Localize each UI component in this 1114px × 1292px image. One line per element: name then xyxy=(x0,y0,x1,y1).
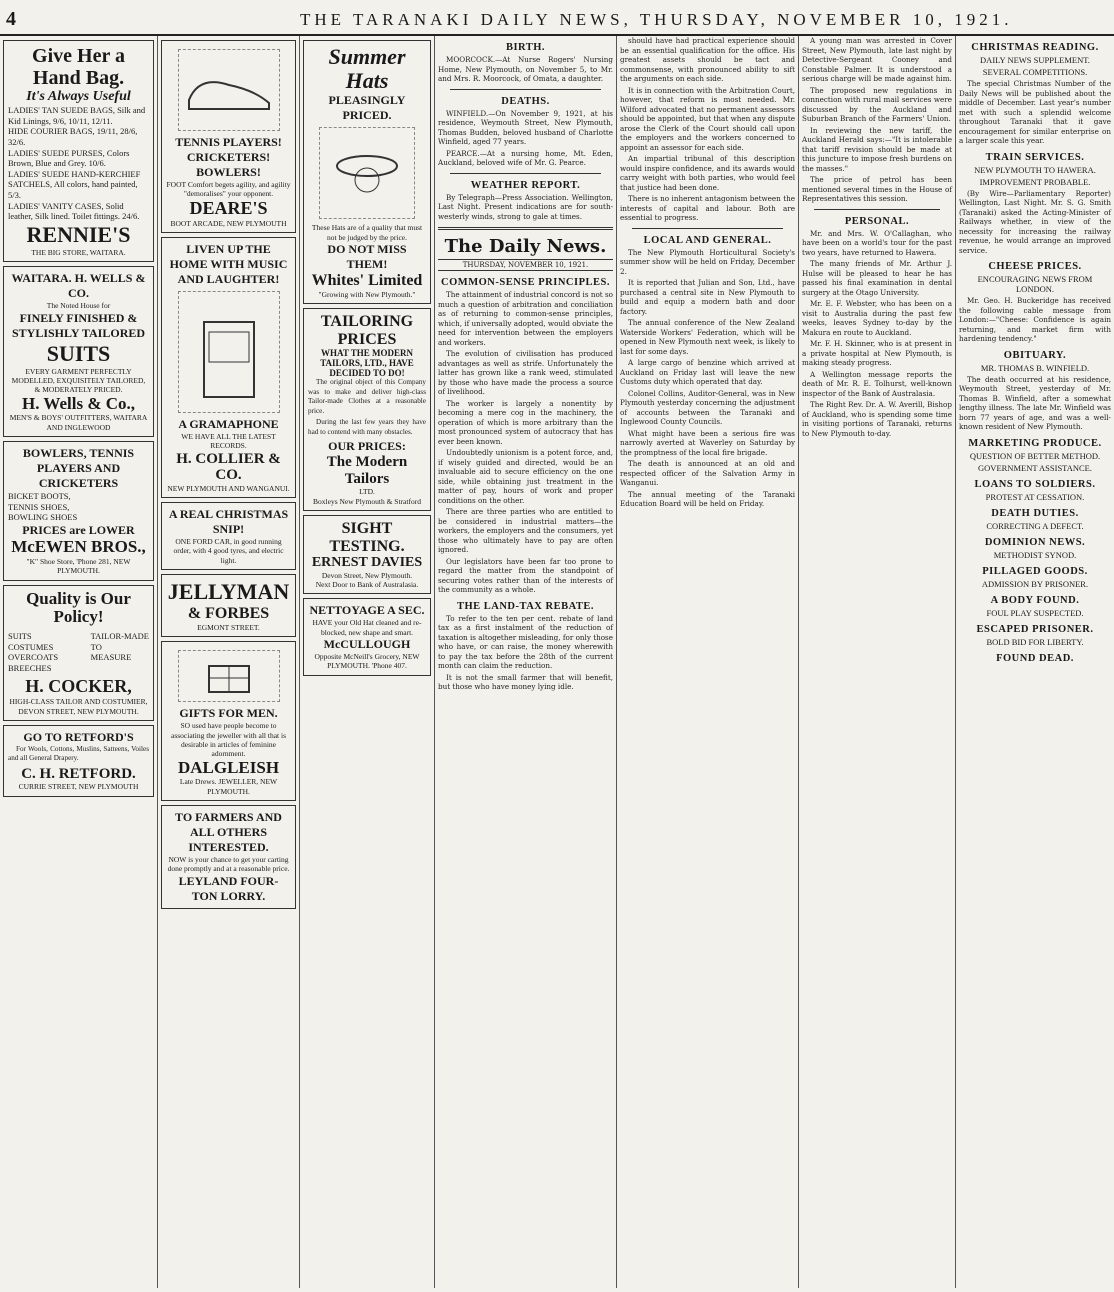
ad-line: PRICES are LOWER xyxy=(22,523,135,538)
section-subheading: FOUL PLAY SUSPECTED. xyxy=(986,607,1084,618)
section-heading: CHEESE PRICES. xyxy=(988,261,1082,272)
sight-ad xyxy=(303,515,431,594)
ad-heading: A REAL CHRISTMAS SNIP! xyxy=(168,507,289,537)
ad-heading: BOWLERS, TENNIS PLAYERS AND CRICKETERS xyxy=(22,446,135,491)
section-heading: CHRISTMAS READING. xyxy=(971,42,1099,53)
column-far-right: CHRISTMAS READING. DAILY NEWS SUPPLEMENT. SEVERAL COMPETITIONS. The special Christmas Number of the Daily News will be published about the middle of December. Last year's number met with such a splendid welcome throughout Taranaki that it gave encouragement for similar enterprise on a larger scale this year. TRAIN SERVICES. NEW PLYMOUTH TO HAWERA. IMPROVEMENT PROBABLE. (By Wire—Parliamentary Reporter) Wellington, Last Night. Mr. S. G. Smith (Taranaki) asked the Acting-Minister of Railways whether, in view of the necessity for increasing the railway revenue, he would arrange an improved service. CHEESE PRICES. ENCOURAGING NEWS FROM LONDON. Mr. Geo. H. Buckeridge has received the following cable message from London:—"Cheese: Confidence is again returning, and market firm with hardening tendency." OBITUARY. MR. THOMAS B. WINFIELD. The death occurred at his residence, Weymouth Street, yesterday of Mr. Thomas B. Winfield, after a somewhat lengthy illness. The late Mr. Winfield was born 77 years of age, and was a well-known resident of New Plymouth. MARKETING PRODUCE. QUESTION OF BETTER METHOD. GOVERNMENT ASSISTANCE. LOANS TO SOLDIERS. PROTEST AT CESSATION. DEATH DUTIES. CORRECTING A DEFECT. DOMINION NEWS. METHODIST SYNOD. PILLAGED GOODS. ADMISSION BY PRISONER. A BODY FOUND. FOUL PLAY SUSPECTED. ESCAPED PRISONER. BOLD BID FOR LIBERTY. FOUND DEAD. xyxy=(959,42,1111,664)
section-subheading: QUESTION OF BETTER METHOD. xyxy=(969,450,1101,461)
ad-tagline: It's Always Useful xyxy=(26,89,131,104)
newspaper-title: THE TARANAKI DAILY NEWS, THURSDAY, NOVEMBER 10, 1921. xyxy=(300,10,1013,29)
ad-line: TENNIS PLAYERS! xyxy=(175,135,282,149)
ad-title: Summer xyxy=(328,44,406,69)
section-subheading: PROTEST AT CESSATION. xyxy=(985,491,1085,502)
section-heading: ESCAPED PRISONER. xyxy=(976,623,1094,635)
ad-line: CRICKETERS! xyxy=(186,150,271,164)
ad-heading: NETTOYAGE A SEC. xyxy=(309,603,425,618)
ad-store-address: "K" Shoe Store, 'Phone 281, NEW PLYMOUTH. xyxy=(26,556,131,576)
section-heading: PERSONAL. xyxy=(844,215,910,227)
ad-line: TO xyxy=(90,641,102,652)
ad-line: BICKET BOOTS, xyxy=(8,491,71,502)
ad-heading: WAITARA. H. WELLS & CO. xyxy=(11,271,146,301)
tailoring-ad: TAILORING PRICES WHAT THE MODERN TAILORS, LTD., HAVE DECIDED TO DO! The original object of this Company was to make and deliver high-class Tailor-made Clothes at a reasonable price. During the last few years they have had to contend with many obstacles. OUR PRICES: The Modern Tailors LTD. Boxleys New Plymouth & Stratford xyxy=(303,308,431,511)
ad-store-name: RENNIE'S xyxy=(26,221,131,247)
deare-ad xyxy=(161,40,296,233)
column-news: should have had practical experience should be an essential qualification for the office. His greatest assets should be tact and commonsense, with pronounced ability to sift the arguments on each side. It is in connection with the Arbitration Court, however, that reform is most needed. Mr. Wilford advocated that no permanent assessors should be appointed, but that when any dispute arose the Clerk of the Court should call upon the employers and the workers concerned to appoint an assessor for each side. An impartial tribunal of this description would inspire confidence, and its awards would carry weight with both parties, who would feel that justice had been done. There is no inherent antagonism between the interests of capital and labour. Both are essential to progress. LOCAL AND GENERAL. The New Plymouth Horticultural Society's summer show will be held on Friday, December 2. It is reported that Julian and Son, Ltd., have purchased a central site in New Plymouth to build and equip a modern bath and door factory. The annual conference of the New Zealand Waterside Workers' Federation, which will be opened in New Plymouth next week, is likely to last for some days. A large cargo of benzine which arrived at Auckland on Friday last will leave the new Customs duty which operated that day. Colonel Collins, Auditor-General, was in New Plymouth yesterday concerning the adjustment of accounts between the Taranaki and Inglewood County Councils. What might have been a serious fire was narrowly averted at Waverley on Saturday by the promptness of the local fire brigade. The death is announced at an old and respected officer of the Salvation Army in Wanganui. The annual meeting of the Taranaki Education Board will be held on Friday. xyxy=(617,36,799,1288)
ad-line: MEASURE xyxy=(90,652,132,663)
section-subheading: ADMISSION BY PRISONER. xyxy=(981,578,1089,589)
ad-store-name: McEWEN BROS., xyxy=(11,537,146,557)
ad-line: SUITS xyxy=(8,630,32,641)
ad-motto: "Growing with New Plymouth." xyxy=(318,289,416,299)
ad-line: LADIES' TAN SUEDE BAGS, Silk and Kid Linings, 9/6, 10/11, 12/11. xyxy=(8,105,146,126)
ad-title: Hand Bag. xyxy=(32,67,125,89)
retford-ad: GO TO RETFORD'S For Wools, Cottons, Muslins, Satteens, Voiles and all General Drapery. C. H. RETFORD. CURRIE STREET, NEW PLYMOUTH xyxy=(3,725,154,797)
handbag-ad xyxy=(3,40,154,262)
ad-store-address: Opposite McNeill's Grocery, NEW PLYMOUTH. 'Phone 407. xyxy=(314,652,420,671)
section-subheading: GOVERNMENT ASSISTANCE. xyxy=(978,462,1092,473)
ad-store-name: JELLYMAN xyxy=(167,579,290,605)
ad-line: BOWLING SHOES xyxy=(8,512,78,523)
ad-body: HAVE your Old Hat cleaned and re-blocked, new shape and smart. xyxy=(312,618,422,637)
ad-store-name: & FORBES xyxy=(187,605,270,623)
snip-ad xyxy=(161,502,296,570)
ad-line: The Noted House for xyxy=(46,301,111,311)
ad-store-name: ERNEST DAVIES xyxy=(311,555,423,571)
ad-store-name: C. H. RETFORD. xyxy=(21,765,136,782)
section-subheading: SEVERAL COMPETITIONS. xyxy=(982,67,1088,77)
section-heading: A BODY FOUND. xyxy=(990,594,1080,606)
ad-heading: GIFTS FOR MEN. xyxy=(179,706,278,721)
ad-store-address: MEN'S & BOYS' OUTFITTERS, WAITARA AND INGLEWOOD xyxy=(9,413,148,432)
ad-store-name: H. COLLIER & CO. xyxy=(176,450,281,484)
gramophone-icon xyxy=(178,291,280,413)
cocker-ad xyxy=(3,585,154,721)
page-number: 4 xyxy=(6,8,16,30)
ad-store-address: EGMONT STREET. xyxy=(197,622,260,632)
ad-tagline: PLEASINGLY PRICED. xyxy=(328,93,406,123)
ad-line: OVERCOATS xyxy=(8,652,59,663)
ad-store-name: DEARE'S xyxy=(189,197,268,218)
editorial-heading: COMMON-SENSE PRINCIPLES. xyxy=(441,277,610,288)
section-heading: TRAIN SERVICES. xyxy=(985,151,1085,163)
section-heading: PILLAGED GOODS. xyxy=(982,565,1088,577)
ad-line: LADIES' VANITY CASES, Solid leather, Silk lined. Toilet fittings. 24/6. xyxy=(8,200,140,222)
ad-store-name: McCULLOUGH xyxy=(323,637,411,652)
ad-line: HIDE COURIER BAGS, 19/11, 28/6, 32/6. xyxy=(8,126,138,147)
paper-nameplate: The Daily News. xyxy=(444,236,607,257)
column-news-right: A young man was arrested in Cover Street, New Plymouth, late last night by Detective-Sergeant Cooney and Constable Palmer. It is understood a serious charge will be made against him. The proposed new regulations in connection with rural mail services were discussed by the Auckland and Suburban Branch of the Farmers' Union. In reviewing the new tariff, the Auckland Herald says:—"It is intolerable that tariff revision should be made at this juncture to impose fresh burdens on the masses." The price of petrol has been mentioned several times in the House of Representatives this session. PERSONAL. Mr. and Mrs. W. O'Callaghan, who have been on a world's tour for the past two years, have returned to Hawera. The many friends of Mr. Arthur J. Hulse will be pleased to hear he has passed his final examination in dental surgery at the Otago University. Mr. E. F. Webster, who has been on a visit to Australia during the past few weeks, leaves Sydney to-day by the Makura en route to Auckland. Mr. F. H. Skinner, who is at present in a private hospital at New Plymouth, is making steady progress. A Wellington message reports the death of Mr. R. E. Tolhurst, well-known inspector of the Bank of Australasia. The Right Rev. Dr. A. W. Averill, Bishop of Auckland, who is spending some time in visiting portions of Taranaki, returns to New Plymouth to-day. xyxy=(799,36,956,1288)
ad-body: These Hats are of a quality that must not be judged by the price. xyxy=(311,223,423,242)
ad-line: A GRAMAPHONE xyxy=(178,416,279,431)
ad-heading: WHAT THE MODERN TAILORS, LTD., HAVE DECIDED TO DO! xyxy=(320,348,414,379)
ad-line: LADIES' SUEDE PURSES, Colors Brown, Blue and Grey. 10/6. xyxy=(8,147,130,169)
dalgleish-ad xyxy=(161,641,296,801)
section-heading: LOCAL AND GENERAL. xyxy=(643,234,772,246)
collier-ad xyxy=(161,237,296,498)
ad-store-name: H. Wells & Co., xyxy=(21,393,136,413)
section-heading: DOMINION NEWS. xyxy=(984,536,1086,548)
ad-line: OUR PRICES: xyxy=(328,439,406,454)
paper-dateline: THURSDAY, NOVEMBER 10, 1921. xyxy=(438,259,613,271)
ad-store-address: HIGH-CLASS TAILOR AND COSTUMIER, DEVON STREET, NEW PLYMOUTH. xyxy=(9,697,148,716)
ad-line: Next Door to Bank of Australasia. xyxy=(315,579,419,589)
ad-body: WE HAVE ALL THE LATEST RECORDS. xyxy=(181,431,276,451)
masthead xyxy=(0,0,1114,36)
ad-title: Give Her a xyxy=(32,45,125,67)
ad-title: Quality is Our Policy! xyxy=(26,588,131,627)
ad-store-address: Boxleys New Plymouth & Stratford xyxy=(313,496,421,506)
section-subheading: DAILY NEWS SUPPLEMENT. xyxy=(980,55,1090,65)
ad-heading: LIVEN UP THE HOME WITH MUSIC AND LAUGHTER! xyxy=(169,241,288,286)
ad-store-address: THE BIG STORE, WAITARA. xyxy=(31,247,126,257)
shoe-illustration-icon xyxy=(178,49,280,131)
section-subheading: IMPROVEMENT PROBABLE. xyxy=(979,176,1091,187)
section-heading: DEATH DUTIES. xyxy=(991,507,1079,519)
ad-line: LADIES' SUEDE HAND-KERCHIEF SATCHELS, All colors, hand painted, 5/3. xyxy=(8,168,141,200)
column-editorial: BIRTH. MOORCOCK.—At Nurse Rogers' Nursing Home, New Plymouth, on November 5, to Mr. and Mrs. R. Moorcock, of Omata, a daughter. DEATHS. WINFIELD.—On November 9, 1921, at his residence, Weymouth Street, New Plymouth, Thomas Budden, beloved husband of Charlotte Winfield, aged 77 years. PEARCE.—At a nursing home, Mt. Eden, Auckland, beloved wife of Mr. G. Pearce. WEATHER REPORT. By Telegraph—Press Association. Wellington, Last Night. Present indications are for south-westerly winds, strong to gale at times. The Daily News. THURSDAY, NOVEMBER 10, 1921. COMMON-SENSE PRINCIPLES. The attainment of industrial concord is not so much a question of arbitration and conciliation as of returning to common-sense principles, which, if universally adopted, would obviate the need for intervention between the employers and workers. The evolution of civilisation has produced advantages as well as strife. Unfortunately the latter has grown like a rank weed, stimulated by those who have made the process a source of livelihood. The worker is largely a nonentity by becoming a mere cog in the machinery, the operation of which is more arbitrary than the most pronounced system of autocracy that has ever been known. Undoubtedly unionism is a potent force, and, if wisely guided and directed, would be an invaluable aid to secure efficiency on the one side, while obtaining just treatment in the matter of pay, hours of work and proper conditions on the other. There are three parties who are entitled to be considered in industrial matters—the workers, the employers and the consumers, yet those who ultimately have to pay are often ignored. Our legislators have been far too prone to regard the matter from the standpoint of securing votes rather than of the interests of the community as a whole. THE LAND-TAX REBATE. To refer to the ten per cent. rebate of land tax as a first instalment of the reduction of taxation is altogether misleading, for only those who have, or can raise, the money wherewith to pay the tax before the 28th of the current month can claim the reduction. It is not the small farmer that will benefit, but those who have money lying idle. xyxy=(435,36,617,1288)
section-subheading: CORRECTING A DEFECT. xyxy=(986,520,1084,531)
ad-title: SIGHT TESTING. xyxy=(329,520,405,555)
section-subheading: ENCOURAGING NEWS FROM LONDON. xyxy=(977,274,1093,294)
ad-store-name: The Modern Tailors xyxy=(326,454,408,487)
ad-line: COSTUMES xyxy=(8,641,54,652)
ad-line: DO NOT MISS THEM! xyxy=(327,242,407,272)
ad-store-address: Late Drews. JEWELLER, NEW PLYMOUTH. xyxy=(179,777,278,796)
ad-heading: TO FARMERS AND ALL OTHERS INTERESTED. xyxy=(175,810,282,855)
gift-icon xyxy=(178,650,280,702)
column-ads-left xyxy=(0,36,158,1288)
ad-body: FOOT Comfort begets agility, and agility "demoralises" your opponent. xyxy=(166,180,291,199)
section-heading: LOANS TO SOLDIERS. xyxy=(974,478,1096,490)
ad-line: BOWLERS! xyxy=(196,165,261,179)
jellyman-ad xyxy=(161,574,296,637)
ad-body: EVERY GARMENT PERFECTLY MODELLED, EXQUISITELY TAILORED, & MODERATELY PRICED. xyxy=(11,366,146,395)
ad-heading: GO TO RETFORD'S xyxy=(23,729,134,744)
section-heading: BIRTH. xyxy=(505,42,546,53)
ad-line: TENNIS SHOES, xyxy=(8,501,70,512)
ad-body: SO used have people become to associating the jeweller with all that is desirable in articles of feminine adornment. xyxy=(171,721,286,759)
section-heading: WEATHER REPORT. xyxy=(470,179,581,191)
ad-line: LEYLAND FOUR-TON LORRY. xyxy=(178,873,279,903)
section-subheading: METHODIST SYNOD. xyxy=(993,549,1077,560)
column-ads-second xyxy=(158,36,300,1288)
section-subheading: MR. THOMAS B. WINFIELD. xyxy=(980,362,1090,373)
ad-title: TAILORING PRICES xyxy=(320,313,414,348)
ad-store-name: DALGLEISH xyxy=(177,757,280,777)
section-heading: THE LAND-TAX REBATE. xyxy=(456,600,595,612)
ad-store-address: BOOT ARCADE, NEW PLYMOUTH xyxy=(170,218,287,228)
ad-title: Hats xyxy=(345,68,389,94)
section-heading: FOUND DEAD. xyxy=(996,652,1074,664)
ad-store-address: CURRIE STREET, NEW PLYMOUTH xyxy=(18,782,139,792)
section-heading: OBITUARY. xyxy=(1003,349,1067,361)
nettoyage-ad xyxy=(303,598,431,676)
ad-store-address: NEW PLYMOUTH AND WANGANUI. xyxy=(167,483,290,493)
section-heading: DEATHS. xyxy=(501,95,550,107)
section-subheading: BOLD BID FOR LIBERTY. xyxy=(986,636,1084,647)
ad-body: NOW is your chance to get your carting done promptly and at a reasonable price. xyxy=(167,855,290,874)
ad-line: TAILOR-MADE xyxy=(90,630,149,641)
column-ads-third xyxy=(300,36,435,1288)
ad-line: LTD. xyxy=(359,487,375,497)
wells-ad xyxy=(3,266,154,437)
section-subheading: NEW PLYMOUTH TO HAWERA. xyxy=(974,164,1096,175)
ad-line: FINELY FINISHED & STYLISHLY TAILORED xyxy=(11,310,146,340)
farmers-ad xyxy=(161,805,296,909)
hats-ad xyxy=(303,40,431,304)
ad-store-name: H. COCKER, xyxy=(25,676,132,697)
section-heading: MARKETING PRODUCE. xyxy=(968,437,1102,449)
mcewen-ad xyxy=(3,441,154,580)
ad-body: ONE FORD CAR, in good running order, with 4 good tyres, and electric light. xyxy=(173,537,284,565)
ad-title: SUITS xyxy=(46,340,111,366)
ad-line: BREECHES xyxy=(8,662,52,673)
ad-store-name: Whites' Limited xyxy=(311,272,423,290)
ad-store-address: Devon Street, New Plymouth. xyxy=(321,570,413,580)
lady-hat-illustration-icon xyxy=(319,127,415,219)
